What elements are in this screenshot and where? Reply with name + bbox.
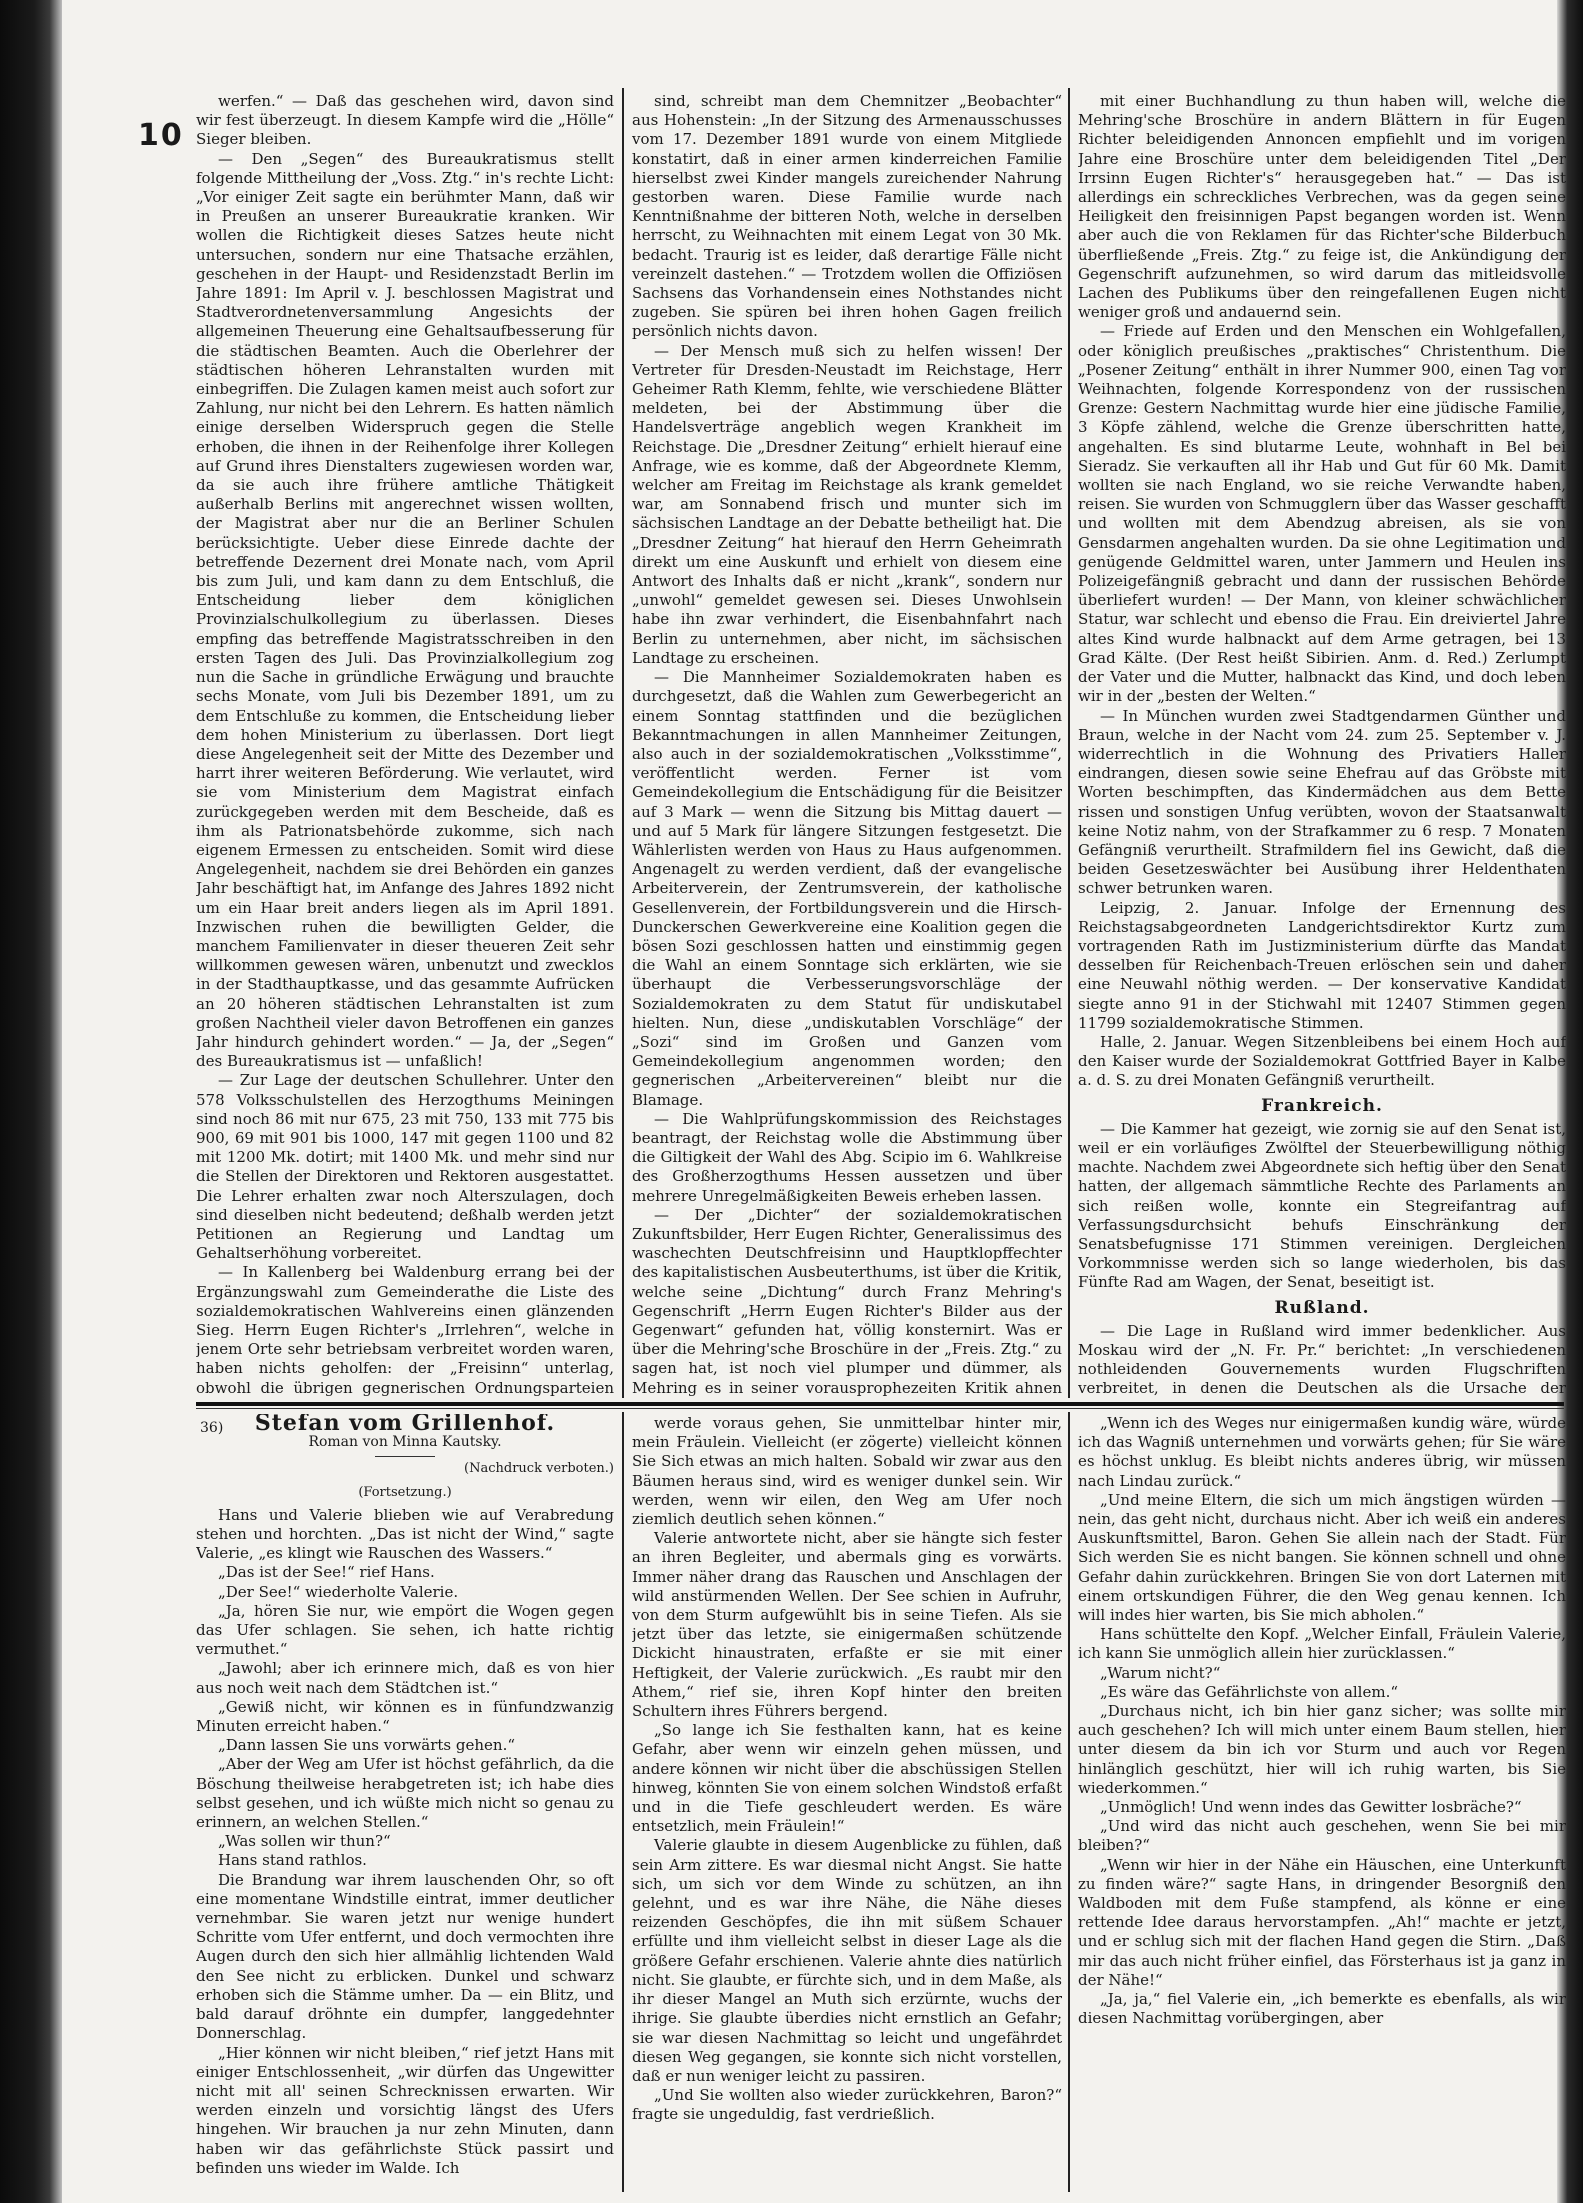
novel-column-3: [1078, 1414, 1566, 2190]
novel-paragraph: „Warum nicht?“: [1100, 1663, 1221, 1682]
novel-paragraph: „Durchaus nicht, ich bin hier ganz sicher; was sollte mir auch geschehen? Ich will mich unter einem Baum stellen, hier unter diesem da bin ich vor Sturm und auch vor Regen hinlänglich geschützt, hier will ich ruhig warten, bis Sie wiederkommen.“: [1078, 1702, 1566, 1797]
column-divider: [622, 1412, 624, 2192]
feuilleton-rule: [196, 1402, 1564, 1406]
novel-paragraph: „Wenn ich des Weges nur einigermaßen kundig wäre, würde ich das Wagniß unternehmen und vorwärts gehen; für Sie wäre es höchst unklug. Es bleibt nichts anderes übrig, wir müssen nach Lindau zurück.“: [1078, 1414, 1566, 1490]
novel-paragraph: „Unmöglich! Und wenn indes das Gewitter losbräche?“: [1100, 1798, 1522, 1817]
novel-paragraph: werde voraus gehen, Sie unmittelbar hinter mir, mein Fräulein. Vielleicht (er zögerte) vielleicht können Sie Sich etwas an mich halten. Sobald wir zwar aus den Bäumen heraus sind, wird es weniger dunkel sein. Wir werden, wenn wir eilen, den Weg am Ufer noch ziemlich deutlich sehen können.“: [632, 1414, 1062, 1529]
title-divider: [375, 1456, 435, 1457]
news-paragraph: Halle, 2. Januar. Wegen Sitzenbleibens bei einem Hoch auf den Kaiser wurde der Sozialdemokrat Gottfried Bayer in Kalbe a. d. S. zu drei Monaten Gefängniß verurtheilt.: [1078, 1032, 1566, 1090]
novel-title: Stefan vom Grillenhof.: [254, 1414, 556, 1436]
column-divider: [1068, 1412, 1070, 2192]
news-paragraph: — In München wurden zwei Stadtgendarmen Günther und Braun, welche in der Nacht vom 24. zum 25. September v. J. widerrechtlich in die Wohnung des Privatiers Haller eindrangen, diesen sowie seine Ehefrau auf das Gröbste mit Worten beschimpften, das Kindermädchen aus dem Bette rissen und sonstigen Unfug verübten, wovon der Staatsanwalt keine Notiz nahm, von der Strafkammer zu 6 resp. 7 Monaten Gefängniß verurtheilt. Strafmildern fiel ins Gewicht, daß die beiden Gesetzeswächter bei Ausübung ihrer Heldenthaten schwer betrunken waren.: [1078, 706, 1566, 898]
column-divider: [622, 88, 624, 1398]
news-paragraph: Leipzig, 2. Januar. Infolge der Ernennung des Reichstagsabgeordneten Landgerichtsdirektor Kurtz zum vortragenden Rath im Justizministerium dürfte das Mandat desselben für Reichenbach-Treuen erlöschen sein und daher eine Neuwahl nöthig werden. — Der konservative Kandidat siegte anno 91 in der Stichwahl mit 12407 Stimmen gegen 11799 sozialdemokratische Stimmen.: [1078, 898, 1566, 1032]
novel-paragraph: „Wenn wir hier in der Nähe ein Häuschen, eine Unterkunft zu finden wäre?“ sagte Hans, in dringender Besorgniß den Waldboden mit dem Fuße stampfend, als könne er eine rettende Idee daraus hervorstampfen. „Ah!“ machte er jetzt, und er schlug sich mit der flachen Hand gegen die Stirn. „Daß mir das auch nicht früher einfiel, das Försterhaus ist ja ganz in der Nähe!“: [1078, 1855, 1566, 1989]
novel-paragraph: „Ja, hören Sie nur, wie empört die Wogen gegen das Ufer schlagen. Sie sehen, ich hatte richtig vermuthet.“: [196, 1601, 614, 1659]
novel-paragraph: Hans stand rathlos.: [218, 1851, 367, 1870]
feuilleton-rule-thin: [196, 1408, 1564, 1409]
novel-paragraph: „Ja, ja,“ fiel Valerie ein, „ich bemerkte es ebenfalls, als wir diesen Nachmittag vorübergingen, aber: [1078, 1990, 1566, 2028]
novel-column-2: [632, 1414, 1062, 2190]
news-paragraph: — Die Mannheimer Sozialdemokraten haben es durchgesetzt, daß die Wahlen zum Gewerbegericht an einem Sonntag stattfinden und die bezüglichen Bekanntmachungen in allen Mannheimer Zeitungen, also auch in der sozialdemokratischen „Volksstimme“, veröffentlicht werden. Ferner ist vom Gemeindekollegium die Entschädigung für die Beisitzer auf 3 Mark — wenn die Sitzung bis Mittag dauert — und auf 5 Mark für längere Sitzungen festgesetzt. Die Wählerlisten werden von Haus zu Haus aufgenommen. Angenagelt zu werden verdient, daß der evangelische Arbeiterverein, der Zentrumsverein, der katholische Gesellenverein, der Fortbildungsverein und die Hirsch-Dunckerschen Gewerkvereine eine Koalition gegen die bösen Sozi geschlossen hatten und einstimmig gegen die Wahl an einem Sonntage sich erklärten, wie sie überhaupt die Verbesserungsvorschläge der Sozialdemokraten zu dem Statut für undiskutabel hielten. Nun, diese „undiskutablen Vorschläge“ der „Sozi“ sind im Großen und Ganzen vom Gemeindekollegium angenommen worden; den gegnerischen „Arbeitervereinen“ bleibt nur die Blamage.: [632, 668, 1062, 1109]
novel-paragraph: Hans schüttelte den Kopf. „Welcher Einfall, Fräulein Valerie, ich kann Sie unmöglich allein hier zurücklassen.“: [1078, 1625, 1566, 1663]
novel-paragraph: „Hier können wir nicht bleiben,“ rief jetzt Hans mit einiger Entschlossenheit, „wir dürfen das Ungewitter nicht mit all' seinen Schrecknissen erwarten. Wir werden einzeln und vorsichtig längst des Ufers hingehen. Wir brauchen ja nur zehn Minuten, dann haben wir das gefährlichste Stück passirt und befinden uns wieder im Walde. Ich: [196, 2043, 614, 2177]
column-divider: [1068, 88, 1070, 1398]
news-column-2: [632, 92, 1062, 1396]
novel-paragraph: Die Brandung war ihrem lauschenden Ohr, so oft eine momentane Windstille eintrat, immer deutlicher vernehmbar. Sie waren jetzt nur wenige hundert Schritte vom Ufer entfernt, und doch vermochten ihre Augen durch den sich hier allmählig lichtenden Wald den See nicht zu erblicken. Dunkel und schwarz erhoben sich die Stämme umher. Da — ein Blitz, und bald darauf dröhnte ein dumpfer, langgedehnter Donnerschlag.: [196, 1870, 614, 2043]
section-heading: Rußland.: [1274, 1297, 1370, 1318]
news-paragraph: mit einer Buchhandlung zu thun haben will, welche die Mehring'sche Broschüre in andern Blättern in für Eugen Richter beleidigenden Annoncen empfiehlt und im vorigen Jahre eine Broschüre unter dem beleidigenden Titel „Der Irrsinn Eugen Richter's“ herausgegeben hat.“ — Das ist allerdings ein schreckliches Verbrechen, was da gegen seine Heiligkeit den freisinnigen Papst begangen worden ist. Wenn aber auch die von Reklamen für das Richter'sche Bilderbuch überfließende „Freis. Ztg.“ zu feige ist, die Ankündigung der Gegenschrift aufzunehmen, so wird darum das mitleidsvolle Lachen des Publikums über den reingefallenen Eugen nicht weniger groß und andauernd sein.: [1078, 92, 1566, 322]
book-binding: [0, 0, 62, 2203]
news-paragraph: — In Kallenberg bei Waldenburg errang bei der Ergänzungswahl zum Gemeinderathe die Liste des sozialdemokratischen Wahlvereins einen glänzenden Sieg. Herrn Eugen Richter's „Irrlehren“, welche in jenem Orte sehr betriebsam verbreitet worden waren, haben nichts geholfen: der „Freisinn“ unterlag, obwohl die übrigen gegnerischen Ordnungsparteien: [196, 1263, 614, 1396]
continuation-note: (Fortsetzung.): [358, 1484, 452, 1500]
novel-column-1: [196, 1414, 614, 2190]
reprint-note: (Nachdruck verboten.): [464, 1461, 614, 1477]
novel-paragraph: Hans und Valerie blieben wie auf Verabredung stehen und horchten. „Das ist nicht der Wind,“ sagte Valerie, „es klingt wie Rauschen des Wassers.“: [196, 1505, 614, 1563]
news-paragraph: — Der „Dichter“ der sozialdemokratischen Zukunftsbilder, Herr Eugen Richter, Generalissimus des waschechten Deutschfreisinn und Hauptklopffechter des kapitalistischen Ausbeuterthums, ist über die Kritik, welche seine „Dichtung“ durch Franz Mehring's Gegenschrift „Herrn Eugen Richter's Bilder aus der Gegenwart“ gefunden hat, völlig konsternirt. Was er über die Mehring'sche Broschüre in der „Freis. Ztg.“ zu sagen hat, ist noch viel plumper und dümmer, als Mehring es in seiner vorausprophezeiten Kritik ahnen: [632, 1205, 1062, 1396]
novel-paragraph: „So lange ich Sie festhalten kann, hat es keine Gefahr, aber wenn wir einzeln gehen müssen, und andere können wir nicht über die abschüssigen Stellen hinweg, könnten Sie von einem solchen Windstoß erfaßt und in die Tiefe geschleudert werden. Es wäre entsetzlich, mein Fräulein!“: [632, 1721, 1062, 1836]
novel-paragraph: „Aber der Weg am Ufer ist höchst gefährlich, da die Böschung theilweise herabgetreten ist; ich habe dies selbst gesehen, und ich wüßte mich nicht so genau zu erinnern, an welchen Stellen.“: [196, 1755, 614, 1832]
novel-paragraph: „Jawohl; aber ich erinnere mich, daß es von hier aus noch weit nach dem Städtchen ist.“: [196, 1659, 614, 1697]
serial-number: 36): [200, 1420, 224, 1436]
novel-paragraph: Valerie antwortete nicht, aber sie hängte sich fester an ihren Begleiter, und abermals ging es vorwärts. Immer näher drang das Rauschen und Anschlagen der wild anstürmenden Wellen. Der See schien in Aufruhr, von dem Sturm aufgewühlt bis in seine Tiefen. Als sie jetzt über das letzte, sie einigermaßen schützende Dickicht hinaustraten, erfaßte er sie mit einer Heftigkeit, der Valerie zurückwich. „Es raubt mir den Athem,“ rief sie, ihren Kopf hinter den breiten Schultern ihres Führers bergend.: [632, 1529, 1062, 1721]
page-number: 10: [138, 118, 184, 153]
news-paragraph: — Die Lage in Rußland wird immer bedenklicher. Aus Moskau wird der „N. Fr. Pr.“ berichtet: „In verschiedenen nothleidenden Gouvernements wurden Flugschriften verbreitet, in denen die Deutschen als die Ursache der: [1078, 1321, 1566, 1396]
novel-paragraph: „Was sollen wir thun?“: [218, 1832, 391, 1851]
news-paragraph: — Die Kammer hat gezeigt, wie zornig sie auf den Senat ist, weil er ein vorläufiges Zwölftel der Steuerbewilligung nöthig machte. Nachdem zwei Abgeordnete sich heftig über den Senat hatten, der allgemach sämmtliche Rechte des Parlaments an sich reißen wolle, konnte ein Stegreifantrag auf Verfassungsdurchsicht behufs Einschränkung der Senatsbefugnisse 171 Stimmen vereinigen. Dergleichen Vorkommnisse werden sich so lange wiederholen, bis das Fünfte Rad am Wagen, der Senat, beseitigt ist.: [1078, 1119, 1566, 1292]
news-paragraph: — Den „Segen“ des Bureaukratismus stellt folgende Mittheilung der „Voss. Ztg.“ in's rechte Licht: „Vor einiger Zeit sagte ein berühmter Mann, daß wir in Preußen an unserer Bureaukratie kranken. Wir wollen die Richtigkeit dieses Satzes heute nicht untersuchen, sondern nur eine Thatsache erzählen, geschehen in der Haupt- und Residenzstadt Berlin im Jahre 1891: Im April v. J. beschlossen Magistrat und Stadtverordnetenversammlung Angesichts der allgemeinen Theuerung eine Gehaltsaufbesserung für die städtischen Beamten. Auch die Oberlehrer der städtischen höheren Lehranstalten wurden mit einbegriffen. Die Zulagen kamen meist auch sofort zur Zahlung, nur nicht bei den Lehrern. Es hatten nämlich einige derselben Widerspruch gegen die Stelle erhoben, die ihnen in der Reihenfolge ihrer Kollegen auf Grund ihres Dienstalters zugewiesen worden war, da sie auch ihre frühere amtliche Thätigkeit außerhalb Berlins mit angerechnet wissen wollten, der Magistrat aber nur die an Berliner Schulen berücksichtigte. Ueber diese Einrede dachte der betreffende Dezernent drei Monate nach, vom April bis zum Juli, und kam dann zu dem Entschluß, die Entscheidung lieber dem königlichen Provinzialschulkollegium zu überlassen. Dieses empfing das betreffende Magistratsschreiben in den ersten Tagen des Juli. Das Provinzialkollegium zog nun die Sache in gründliche Erwägung und brauchte sechs Monate, vom Juli bis Dezember 1891, um zu dem Entschluße zu kommen, die Entscheidung lieber dem hohen Ministerium zu überlassen. Dort liegt diese Angelegenheit seit der Mitte des Dezember und harrt ihrer weiteren Beförderung. Wie verlautet, wird sie vom Ministerium dem Magistrat einfach zurückgegeben werden mit dem Bescheide, daß es ihm als Patrionatsbehörde zukomme, sich nach eigenem Ermessen zu entscheiden. Somit wird diese Angelegenheit, nachdem sie drei Behörden ein ganzes Jahr beschäftigt hat, im Anfange des Jahres 1892 nicht um ein Haar breit anders liegen als im April 1891. Inzwischen ruhen die bewilligten Gelder, die manchem Familienvater in dieser theueren Zeit sehr willkommen gewesen wären, unbenutzt und zwecklos in der Stadthauptkasse, und das gesammte Aufrücken an 20 höheren städtischen Lehranstalten ist zum großen Nachtheil vieler davon Betroffenen ein ganzes Jahr hindurch gehindert worden.“ — Ja, der „Segen“ des Bureaukratismus ist — unfaßlich!: [196, 149, 614, 1071]
novel-paragraph: „Das ist der See!“ rief Hans.: [218, 1563, 435, 1582]
section-heading: Frankreich.: [1261, 1095, 1383, 1116]
novel-paragraph: „Und wird das nicht auch geschehen, wenn Sie bei mir bleiben?“: [1078, 1817, 1566, 1855]
news-column-3: [1078, 92, 1566, 1396]
news-column-1: [196, 92, 614, 1396]
novel-paragraph: „Gewiß nicht, wir können es in fünfundzwanzig Minuten erreicht haben.“: [196, 1697, 614, 1736]
novel-author: Roman von Minna Kautsky.: [308, 1434, 502, 1451]
novel-paragraph: „Und meine Eltern, die sich um mich ängstigen würden — nein, das geht nicht, durchaus nicht. Aber ich weiß ein anderes Auskunftsmittel, Baron. Gehen Sie allein nach der Stadt. Für Sich werden Sie es nicht bangen. Sie können schnell und ohne Gefahr dahin zurückkehren. Bringen Sie von dort Laternen mit einem ortskundigen Führer, die den Weg genau kennen. Ich will indes hier warten, bis Sie mich abholen.“: [1078, 1490, 1566, 1625]
novel-paragraph: Valerie glaubte in diesem Augenblicke zu fühlen, daß sein Arm zittere. Es war diesmal nicht Angst. Sie hatte sich, um sich vor dem Winde zu schützen, an ihn gelehnt, und es war ihre Nähe, die Nähe dieses reizenden Geschöpfes, die ihn mit süßem Schauer erfüllte und ihm vielleicht selbst in dieser Lage als die größere Gefahr erschienen. Valerie ahnte dies natürlich nicht. Sie glaubte, er fürchte sich, und in dem Maße, als ihr dieser Mangel an Muth sich erzürnte, wuchs der ihrige. Sie glaubte überdies nicht ernstlich an Gefahr; sie war diesen Nachmittag so leicht und ungefährdet diesen Weg gegangen, sie konnte sich nicht vorstellen, daß er nun weniger leicht zu passiren.: [632, 1836, 1062, 2085]
novel-paragraph: „Es wäre das Gefährlichste von allem.“: [1100, 1682, 1399, 1701]
news-paragraph: — Friede auf Erden und den Menschen ein Wohlgefallen, oder königlich preußisches „praktisches“ Christenthum. Die „Posener Zeitung“ enthält in ihrer Nummer 900, einen Tag vor Weihnachten, folgende Korrespondenz von der russischen Grenze: Gestern Nachmittag wurde hier eine jüdische Familie, 3 Köpfe zählend, welche die Grenze überschritten hatte, angehalten. Es sind blutarme Leute, wohnhaft in Bel bei Sieradz. Sie verkauften all ihr Hab und Gut für 60 Mk. Damit wollten sie nach England, wo sie reiche Verwandte haben, reisen. Sie wurden von Schmugglern über das Wasser geschafft und wollten mit dem Abendzug abreisen, als sie von Gensdarmen angehalten wurden. Da sie ohne Legitimation und genügende Geldmittel waren, unter Jammern und Heulen ins Polizeigefängniß gebracht und dann der russischen Behörde überliefert wurden! — Der Mann, von kleiner schwächlicher Statur, war schlecht und ebenso die Frau. Ein dreiviertel Jahre altes Kind wurde halbnackt auf dem Arme getragen, bei 13 Grad Kälte. (Der Rest heißt Sibirien. Anm. d. Red.) Zerlumpt der Vater und die Mutter, halbnackt das Kind, und doch leben wir in der „besten der Welten.“: [1078, 322, 1566, 706]
novel-paragraph: „Und Sie wollten also wieder zurückkehren, Baron?“ fragte sie ungeduldig, fast verdrießlich.: [632, 2086, 1062, 2124]
news-paragraph: — Die Wahlprüfungskommission des Reichstages beantragt, der Reichstag wolle die Abstimmung über die Giltigkeit der Wahl des Abg. Scipio im 6. Wahlkreise des Großherzogthums Hessen aussetzen und über mehrere Unregelmäßigkeiten Beweis erheben lassen.: [632, 1109, 1062, 1205]
news-paragraph: sind, schreibt man dem Chemnitzer „Beobachter“ aus Hohenstein: „In der Sitzung des Armenausschusses vom 17. Dezember 1891 wurde von einem Mitgliede konstatirt, daß in einer armen kinderreichen Familie hierselbst zwei Kinder mangels zureichender Nahrung gestorben waren. Diese Familie wurde nach Kenntnißnahme der bitteren Noth, welche in derselben herrscht, zu Weihnachten mit einem Legat von 30 Mk. bedacht. Traurig ist es leider, daß derartige Fälle nicht vereinzelt dastehen.“ — Trotzdem wollen die Offiziösen Sachsens das Vorhandensein eines Nothstandes nicht zugeben. Sie spüren bei ihren hohen Gagen freilich persönlich nichts davon.: [632, 92, 1062, 341]
news-paragraph: werfen.“ — Daß das geschehen wird, davon sind wir fest überzeugt. In diesem Kampfe wird die „Hölle“ Sieger bleiben.: [196, 92, 614, 149]
novel-paragraph: „Dann lassen Sie uns vorwärts gehen.“: [218, 1736, 516, 1755]
news-paragraph: — Der Mensch muß sich zu helfen wissen! Der Vertreter für Dresden-Neustadt im Reichstage, Herr Geheimer Rath Klemm, fehlte, wie verschiedene Blätter meldeten, bei der Abstimmung über die Handelsverträge angeblich wegen Krankheit im Reichstage. Die „Dresdner Zeitung“ erhielt hierauf eine Anfrage, wie es komme, daß der Abgeordnete Klemm, welcher am Freitag im Reichstage als krank gemeldet war, am Sonnabend frisch und munter sich im sächsischen Landtage an der Debatte betheiligt hat. Die „Dresdner Zeitung“ hat hierauf den Herrn Geheimrath direkt um eine Auskunft und erhielt von diesem eine Antwort des Inhalts daß er nicht „krank“, sondern nur „unwohl“ gemeldet gewesen sei. Dieses Unwohlsein habe ihn zwar verhindert, die Eisenbahnfahrt nach Berlin zu unternehmen, aber nicht, im sächsischen Landtage zu erscheinen.: [632, 341, 1062, 667]
novel-paragraph: „Der See!“ wiederholte Valerie.: [218, 1582, 459, 1601]
news-paragraph: — Zur Lage der deutschen Schullehrer. Unter den 578 Volksschulstellen des Herzogthums Meiningen sind noch 86 mit nur 675, 23 mit 750, 133 mit 775 bis 900, 69 mit 901 bis 1000, 147 mit gegen 1100 und 82 mit 1200 Mk. dotirt; mit 1400 Mk. und mehr sind nur die Stellen der Direktoren und Rektoren ausgestattet. Die Lehrer erhalten zwar noch Alterszulagen, doch sind dieselben nicht bedeutend; deßhalb werden jetzt Petitionen an Regierung und Landtag um Gehaltserhöhung vorbereitet.: [196, 1071, 614, 1263]
